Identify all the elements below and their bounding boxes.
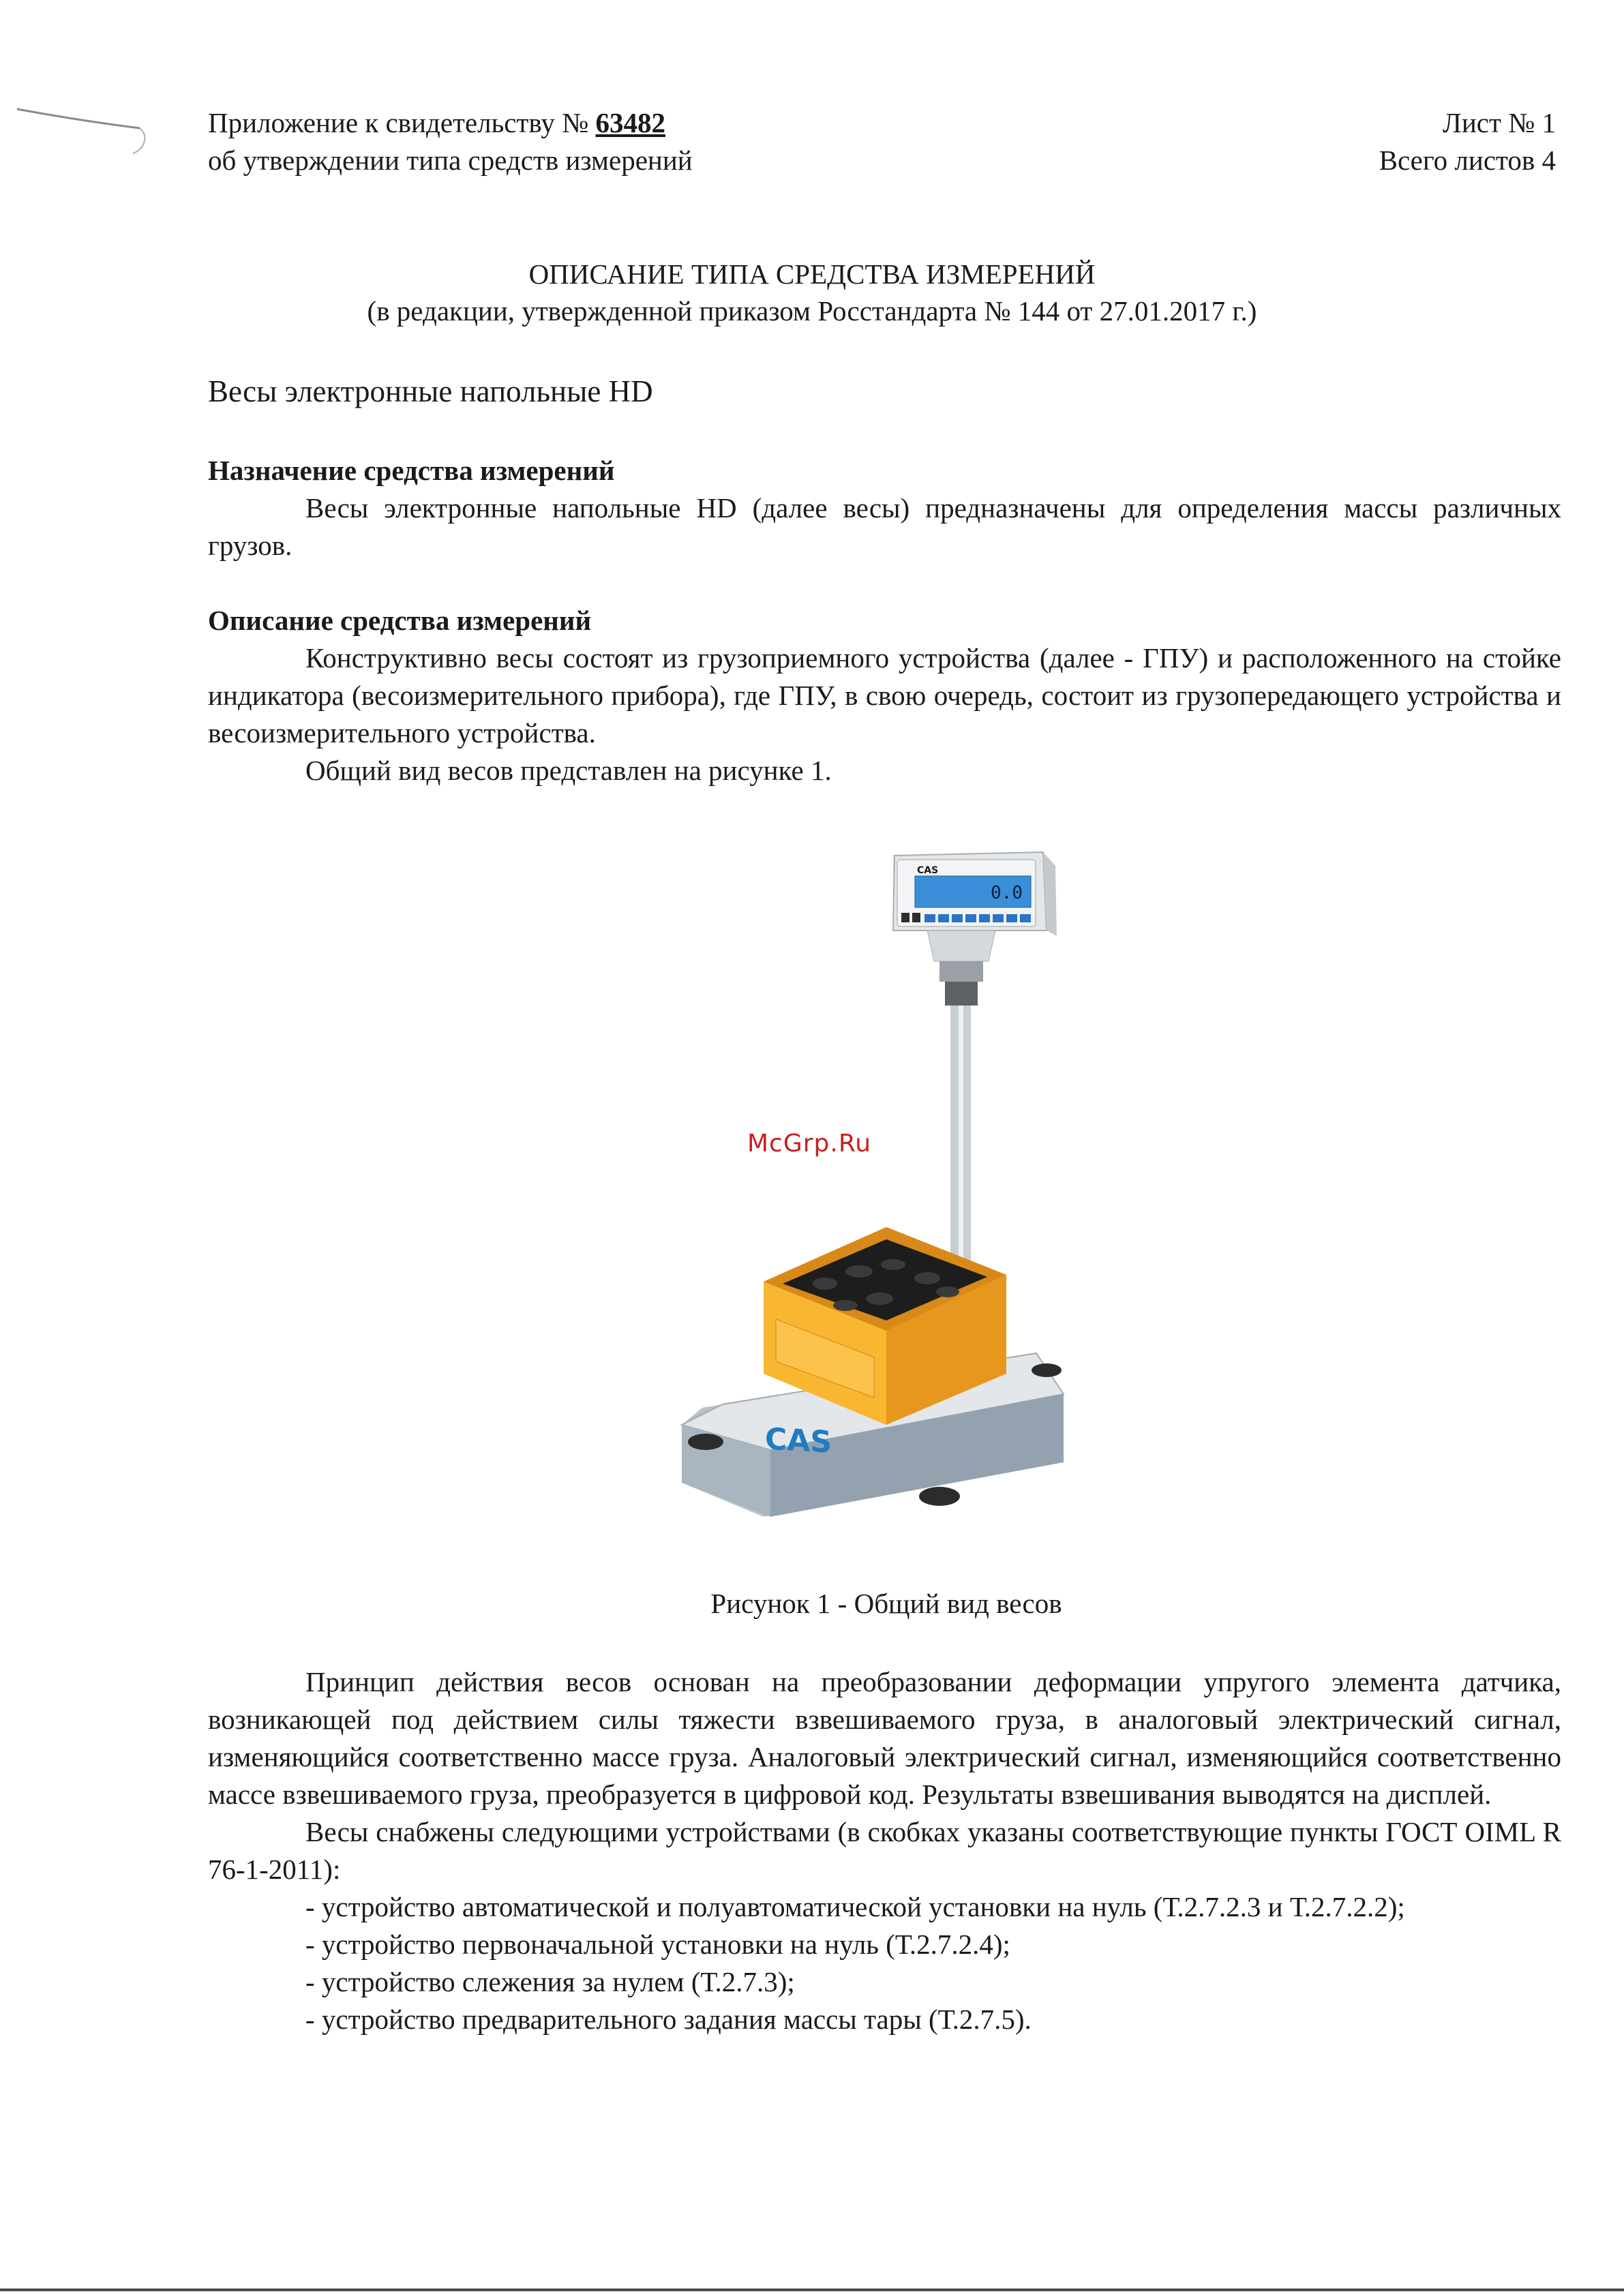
description-section — [208, 602, 1561, 789]
scale-photo — [655, 828, 1132, 1537]
figure-caption: Рисунок 1 - Общий вид весов — [710, 1588, 1062, 1619]
doc-title: ОПИСАНИЕ ТИПА СРЕДСТВА ИЗМЕРЕНИЙ — [528, 258, 1096, 290]
total-sheets: Всего листов 4 — [1379, 145, 1556, 176]
certificate-line — [208, 104, 693, 142]
principle-section — [208, 1663, 1561, 2038]
purpose-heading: Назначение средства измерений — [208, 455, 615, 486]
device-item: - устройство автоматической и полуавтоматической установки на нуль (Т.2.7.2.3 и Т.2.7.2.2); — [305, 1891, 1405, 1922]
devices-intro: Весы снабжены следующими устройствами (в скобках указаны соответствующие пункты ГОСТ OIML R 76-1-2011): — [208, 1816, 1561, 1885]
margin-mark — [14, 89, 170, 170]
purpose-text: Весы электронные напольные HD (далее весы) предназначены для определения массы различных грузов. — [208, 492, 1561, 561]
display-brand: CAS — [917, 865, 939, 876]
device-item: - устройство слежения за нулем (Т.2.7.3); — [305, 1966, 795, 1997]
doc-subtitle: (в редакции, утвержденной приказом Росстандарта № 144 от 27.01.2017 г.) — [367, 295, 1257, 327]
purpose-section — [208, 452, 1561, 564]
description-paragraph: Конструктивно весы состоят из грузоприемного устройства (далее - ГПУ) и расположенного на стойке индикатора (весоизмерительного прибора), где ГПУ, в свою очередь, состоит из грузопередающего устройства и весоизмерительного устройства. — [208, 642, 1561, 749]
indicator-head — [893, 852, 1057, 1006]
base-brand: CAS — [765, 1421, 832, 1460]
header-left — [208, 104, 693, 179]
certificate-prefix: Приложение к свидетельству № — [208, 107, 596, 138]
certificate-number: 63482 — [595, 107, 665, 138]
device-item: - устройство первоначальной установки на нуль (Т.2.7.2.4); — [305, 1929, 1010, 1960]
approval-line: об утверждении типа средств измерений — [208, 145, 693, 176]
device-item: - устройство предварительного задания массы тары (Т.2.7.5). — [305, 2004, 1032, 2035]
page-bottom-border — [0, 2289, 1624, 2291]
instrument-name: Весы электронные напольные HD — [208, 374, 653, 408]
description-heading: Описание средства измерений — [208, 605, 592, 636]
display-reading: 0.0 — [991, 883, 1023, 903]
sheet-number: Лист № 1 — [1443, 107, 1556, 138]
figure-reference: Общий вид весов представлен на рисунке 1. — [305, 755, 832, 786]
header-right — [1379, 104, 1556, 179]
watermark-text: McGrp.Ru — [747, 1130, 872, 1158]
principle-paragraph: Принцип действия весов основан на преобразовании деформации упругого элемента датчика, возникающей под действием силы тяжести взвешиваемого груза, в аналоговый электрический сигнал, изменяющийся соответственно массе груза. Аналоговый электрический сигнал, изменяющийся соответственно массе взвешиваемого груза, преобразуется в цифровой код. Результаты взвешивания выводятся на дисплей. — [208, 1666, 1561, 1810]
